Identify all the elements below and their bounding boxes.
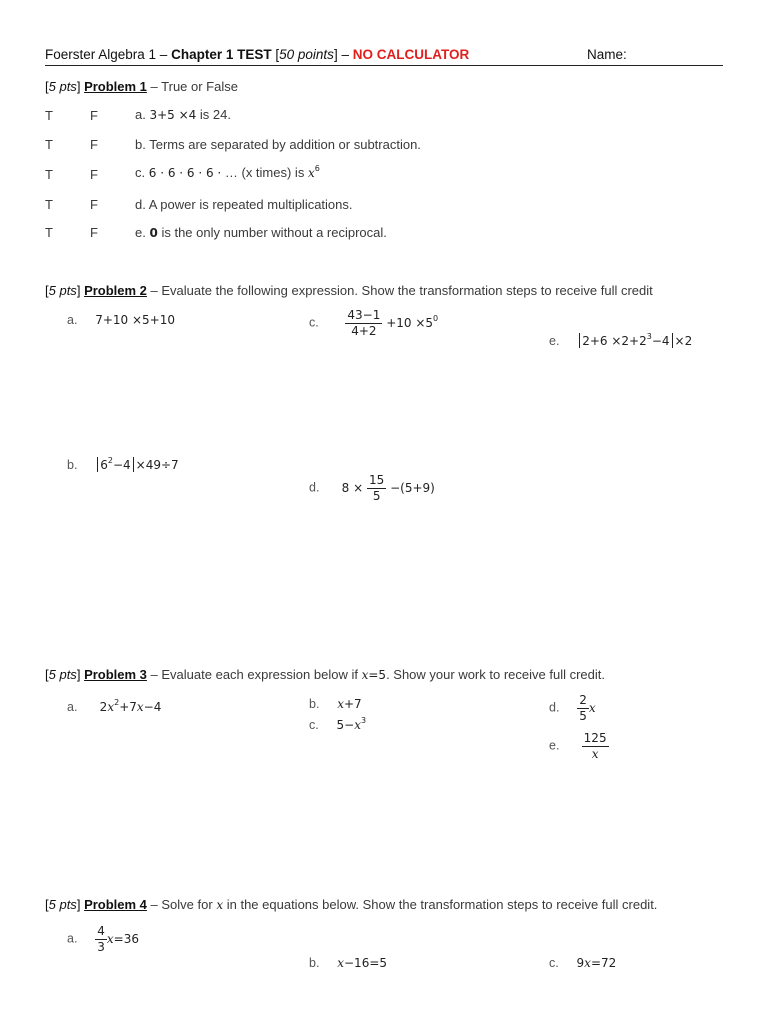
problem2-item-b: b. $6^2-4 \times 49\div 7$ [67, 456, 179, 472]
problem3-item-a: a. $2x^2+7x-4$ [67, 698, 162, 714]
false-option[interactable]: F [90, 108, 98, 123]
problem4-heading: [5 pts] Problem 4 – Solve for x in the equations below. Show the transformation steps to receive full credit. [45, 897, 658, 912]
false-option[interactable]: F [90, 167, 98, 182]
statement-e: e. 0 is the only number without a reciprocal. [135, 225, 387, 240]
problem4-item-c: c. 9x=72 [549, 956, 617, 970]
statement-c: c. 6 · 6 · 6 · 6 · … (x times) is $x^6$ [135, 164, 320, 180]
problem2-item-a: a. 7+10 ×5+10 [67, 313, 176, 327]
problem3-desc-end: . Show your work to receive full credit. [386, 667, 605, 682]
false-option[interactable]: F [90, 225, 98, 240]
name-label: Name: [587, 47, 627, 62]
problem2-title: Problem 2 [84, 283, 147, 298]
true-option[interactable]: T [45, 137, 53, 152]
problem1-heading: [5 pts] Problem 1 – True or False [45, 79, 238, 94]
problem4-item-b: b. x−16=5 [309, 956, 388, 970]
problem2-item-d: d. 8 × $\frac{15}{5}$ −(5+9) [309, 473, 435, 503]
false-option[interactable]: F [90, 137, 98, 152]
problem2-item-c: c. $\frac{43-1}{4+2}$ $+10 \times 5^0$ [309, 308, 439, 338]
problem3-item-b: b. x+7 [309, 697, 362, 711]
problem4-desc: – Solve for [150, 897, 213, 912]
statement-b: b. Terms are separated by addition or subtraction. [135, 137, 421, 152]
problem3-heading: [5 pts] Problem 3 – Evaluate each expression below if x=5. Show your work to receive full credit. [45, 667, 605, 682]
dash: – [341, 47, 349, 62]
no-calculator-note: NO CALCULATOR [352, 47, 470, 62]
problem1-points: 5 pts [48, 79, 77, 94]
problem3-item-d: d. $\frac{2}{5}$ x [549, 693, 596, 723]
problem1-title: Problem 1 [84, 79, 147, 94]
true-option[interactable]: T [45, 225, 53, 240]
problem3-title: Problem 3 [84, 667, 147, 682]
problem2-heading: [5 pts] Problem 2 – Evaluate the following expression. Show the transformation steps to receive full credit [45, 283, 653, 298]
true-option[interactable]: T [45, 167, 53, 182]
test-header: Foerster Algebra 1 – Chapter 1 TEST [50 points] – NO CALCULATOR [45, 47, 470, 62]
test-points: 50 points [279, 47, 334, 62]
problem3-points: 5 pts [48, 667, 77, 682]
problem4-desc-end: in the equations below. Show the transformation steps to receive full credit. [226, 897, 658, 912]
problem3-item-e: e. $\frac{125}{x}$ [549, 731, 607, 761]
problem3-desc: – Evaluate each expression below if [150, 667, 358, 682]
problem2-item-e: e. $2+6 \times 2+2^3-4 \times 2$ [549, 332, 693, 348]
header-rule [45, 65, 723, 66]
problem4-item-a: a. $\frac{4}{3}$ x=36 [67, 924, 139, 954]
true-option[interactable]: T [45, 108, 53, 123]
true-option[interactable]: T [45, 197, 53, 212]
problem2-points: 5 pts [48, 283, 77, 298]
problem1-desc: – True or False [150, 79, 238, 94]
statement-d: d. A power is repeated multiplications. [135, 197, 353, 212]
course-title: Foerster Algebra 1 – [45, 47, 168, 62]
problem4-title: Problem 4 [84, 897, 147, 912]
problem3-item-c: c. $5-x^3$ [309, 716, 367, 732]
statement-a: a. 3+5 ×4 is 24. [135, 107, 231, 122]
problem2-desc: – Evaluate the following expression. Show the transformation steps to receive full credit [150, 283, 653, 298]
problem4-points: 5 pts [48, 897, 77, 912]
false-option[interactable]: F [90, 197, 98, 212]
test-title: Chapter 1 TEST [171, 47, 272, 62]
